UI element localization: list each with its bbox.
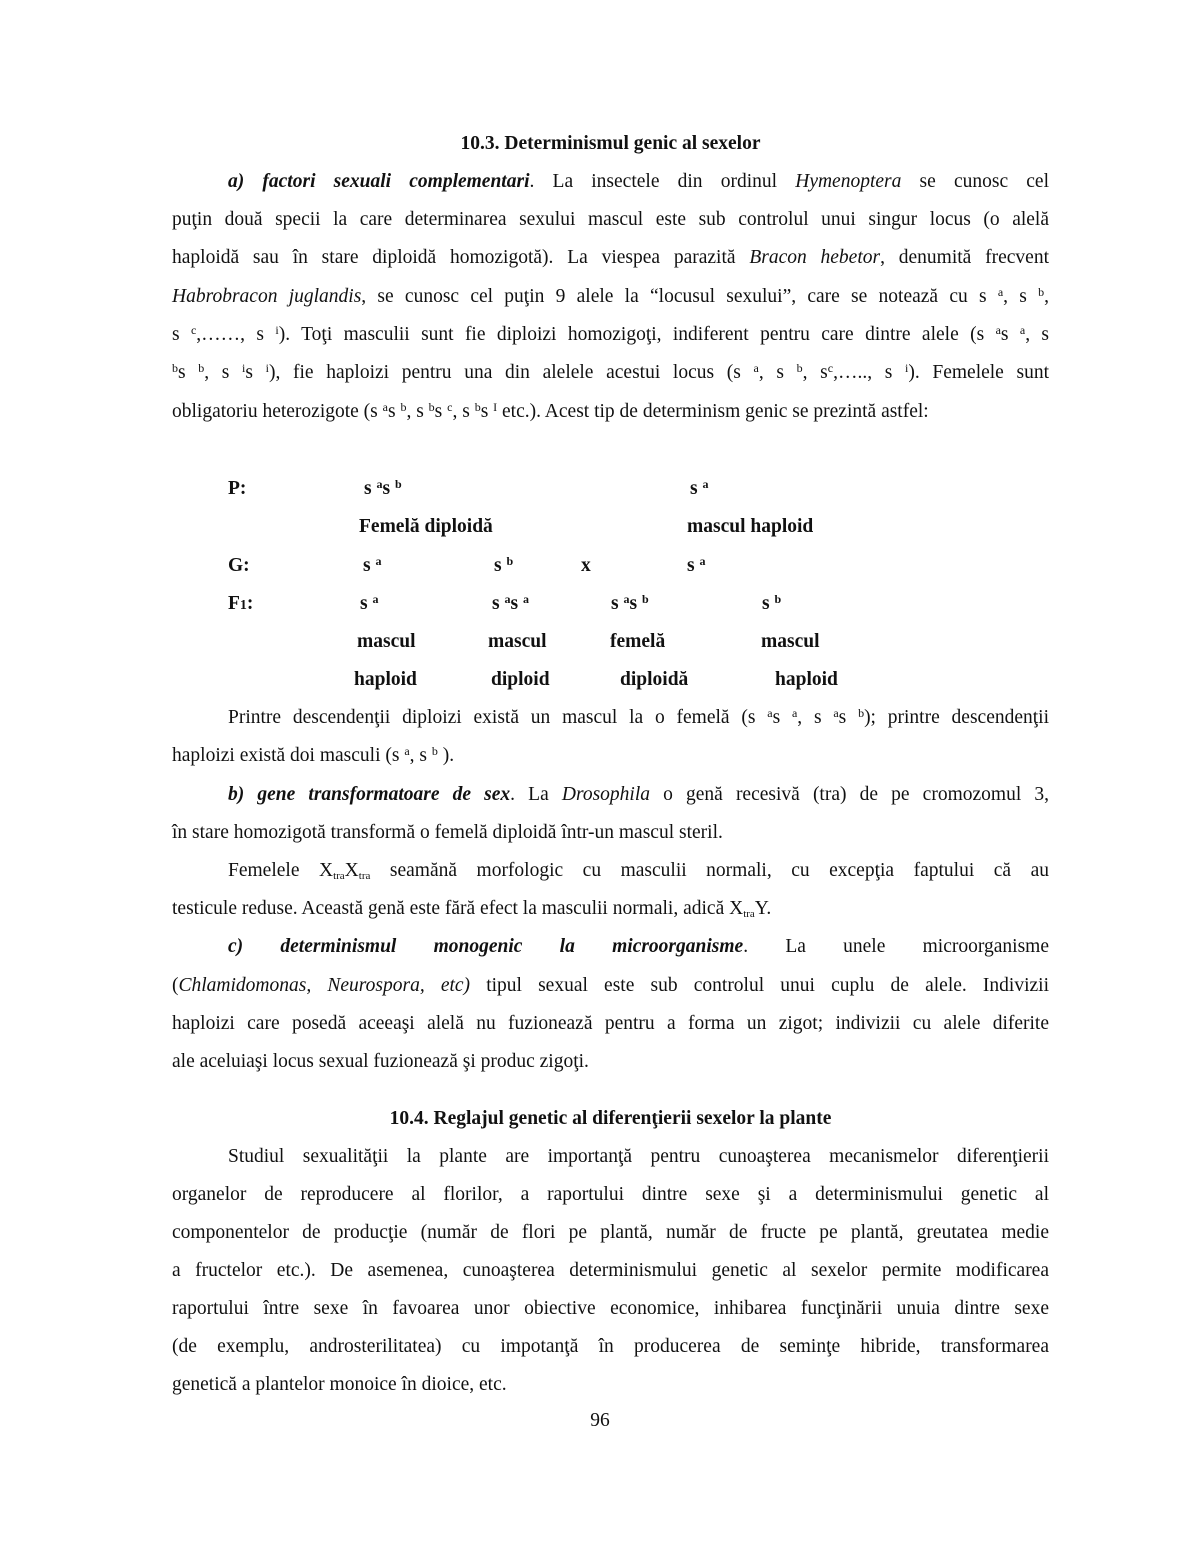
para-c-line-3: haploizi care posedă aceeaşi alelă nu fuzionează pentru a forma un zigot; indivizii cu alele diferite [172, 1013, 1049, 1034]
gamete-1: s $^a$ [363, 554, 382, 576]
species-hymenoptera: Hymenoptera [795, 171, 902, 192]
section-10-4-line-4: a fructelor etc.). De asemenea, cunoaşterea determinismului genetic al sexelor permite modificarea [172, 1260, 1049, 1281]
f1-ploidy-1: haploid [354, 669, 417, 690]
para-b-line-3: Femelele $X_{tra}X_{tra}$ seamănă morfologic cu masculii normali, cu excepţia faptului că au [228, 860, 1049, 882]
cross-sign: x [581, 555, 591, 576]
species-habrobracon: Habrobracon juglandis [172, 286, 362, 307]
page-number: 96 [590, 1410, 610, 1431]
para-a-line-3: haploidă sau în stare diploidă homozigotă). La viespea parazită Bracon hebetor, denumită frecvent [172, 247, 1049, 268]
section-10-3-title: 10.3. Determinismul genic al sexelor [460, 133, 761, 154]
f1-ploidy-2: diploid [491, 669, 550, 690]
section-10-4-line-1: Studiul sexualităţii la plante are importanţă pentru cunoaşterea mecanismelor diferenţierii [228, 1146, 1049, 1167]
para-a-line-7: obligatoriu heterozigote (s $^a$s $^b$, s $^b$s $^c$, s $^b$s $^I$ etc.). Acest tip de determinism genic se prezintă astfel: [172, 400, 929, 422]
para-b-label: b) gene transformatoare de sex [228, 784, 511, 805]
para-a-line-5: s $^c$,……, s $^i$). Toţi masculii sunt fie diploizi homozigoţi, indiferent pentru care dintre alele (s $^a$s $^a$, s [172, 323, 1050, 345]
section-10-4-line-2: organelor de reproducere al florilor, a raportului dintre sexe şi a determinismului genetic al [172, 1184, 1049, 1205]
para-c-line-1: c) determinismul monogenic la microorganisme. La unele microorganisme [228, 936, 1049, 957]
para-c-label: c) determinismul monogenic la microorganisme [228, 936, 744, 957]
f1-genotype-2: s $^a$s $^a$ [492, 592, 529, 614]
cross-female-label: Femelă diploidă [359, 516, 493, 537]
para-b-line-1: b) gene transformatoare de sex. La Drosophila o genă recesivă (tra) de pe cromozomul 3, [228, 784, 1049, 805]
species-chlamidomonas: Chlamidomonas, Neurospora, etc) [178, 975, 471, 996]
cross-female-genotype: s $^a$s $^b$ [364, 477, 402, 499]
cross-male-label: mascul haploid [687, 516, 814, 537]
f1-genotype-1: s $^a$ [360, 592, 379, 614]
f1-genotype-4: s $^b$ [762, 592, 782, 614]
cross-row-p-label: P: [228, 478, 247, 499]
f1-ploidy-3: diploidă [620, 669, 689, 690]
cross-row-f1-label: F1: [228, 593, 254, 614]
para-b-line-2: în stare homozigotă transformă o femelă diploidă într-un mascul steril. [172, 822, 723, 843]
cross-male-genotype: s $^a$ [690, 477, 709, 499]
descendants-line-1: Printre descendenţii diploizi există un mascul la o femelă (s $^a$s $^a$, s $^a$s $^b$); printre descendenţii [228, 706, 1050, 728]
gamete-2: s $^b$ [494, 554, 514, 576]
f1-sex-2: mascul [488, 631, 547, 652]
species-bracon: Bracon hebetor [749, 247, 881, 268]
para-a-label: a) factori sexuali complementari [228, 171, 530, 192]
section-10-4-line-3: componentelor de producţie (număr de flori pe plantă, număr de fructe pe plantă, greutatea medie [172, 1222, 1049, 1243]
para-b-line-4: testicule reduse. Această genă este fără efect la masculii normali, adică $X_{tra}Y$. [172, 898, 772, 920]
f1-sex-1: mascul [357, 631, 416, 652]
descendants-line-2: haploizi există doi masculi (s $^a$, s $^b$ ). [172, 744, 455, 766]
section-10-4-line-5: raportului între sexe în favoarea unor obiective economice, inhibarea funcţinării unuia dintre sexe [172, 1298, 1049, 1319]
section-10-4-line-6: (de exemplu, androsterilitatea) cu impotanţă în producerea de seminţe hibride, transformarea [172, 1336, 1049, 1357]
para-a-line-6: $^b$s $^b$, s $^i$s $^i$), fie haploizi pentru una din alelele acestui locus (s $^a$, s $^b$, $s^c,\dots$.., s $^i$). Femelele sunt [172, 361, 1050, 383]
section-10-4-title: 10.4. Reglajul genetic al diferenţierii sexelor la plante [389, 1108, 832, 1129]
section-10-4-line-7: genetică a plantelor monoice în dioice, etc. [172, 1374, 507, 1395]
f1-genotype-3: s $^a$s $^b$ [611, 592, 649, 614]
para-a-line-2: puţin două specii la care determinarea sexului mascul este sub controlul unui singur locus (o alelă [172, 209, 1049, 230]
f1-sex-4: mascul [761, 631, 820, 652]
para-c-line-4: ale aceluiaşi locus sexual fuzionează şi produc zigoţi. [172, 1051, 589, 1072]
f1-ploidy-4: haploid [775, 669, 838, 690]
f1-sex-3: femelă [610, 631, 666, 652]
species-drosophila: Drosophila [561, 784, 650, 805]
para-a-line-1: a) factori sexuali complementari. La insectele din ordinul Hymenoptera se cunosc cel [228, 171, 1049, 192]
gamete-3: s $^a$ [687, 554, 706, 576]
cross-row-g-label: G: [228, 555, 250, 576]
para-c-line-2: (Chlamidomonas, Neurospora, etc) tipul sexual este sub controlul unui cuplu de alele. Indivizii [172, 975, 1049, 996]
para-a-line-4: Habrobracon juglandis, se cunosc cel puţin 9 alele la “locusul sexului”, care se notează cu s $^a$, s $^b$, [172, 285, 1049, 307]
